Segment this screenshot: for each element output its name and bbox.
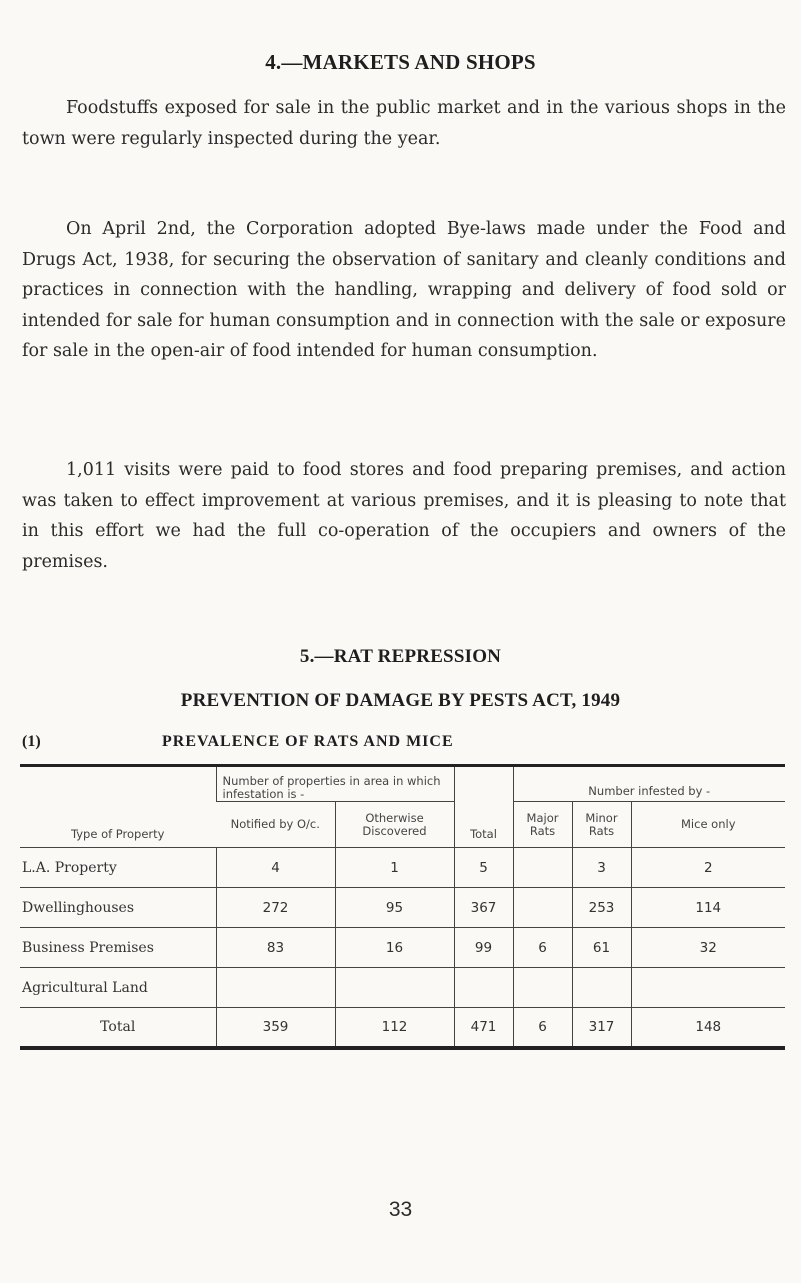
act-heading: PREVENTION OF DAMAGE BY PESTS ACT, 1949: [180, 690, 621, 711]
cell-total: 99: [454, 928, 513, 968]
table-total-row: [20, 1008, 785, 1048]
cell-discovered: 112: [335, 1008, 454, 1048]
header-major-rats: Major Rats: [513, 802, 572, 848]
cell-discovered: 95: [335, 888, 454, 928]
section-4-heading: 4.—MARKETS AND SHOPS: [265, 50, 536, 74]
paragraph-visits: 1,011 visits were paid to food stores and food preparing premises, and action was taken to effect improvement at various premises, and it is pleasing to note that in this effort we had the full co-operation of the occupiers and owners of the premises.: [22, 460, 786, 572]
cell-major-rats: [513, 848, 572, 888]
cell-notified: 359: [216, 1008, 335, 1048]
table-row: [20, 968, 785, 1008]
cell-minor-rats: 253: [572, 888, 631, 928]
cell-notified: 83: [216, 928, 335, 968]
header-notified: Notified by O/c.: [216, 802, 335, 848]
subsection-title: PREVALENCE OF RATS AND MICE: [162, 733, 454, 750]
cell-total: 5: [454, 848, 513, 888]
header-properties-group: Number of properties in area in which infestation is -: [216, 766, 454, 802]
cell-mice-only: [631, 968, 785, 1008]
cell-total: 471: [454, 1008, 513, 1048]
row-type: L.A. Property: [20, 848, 216, 888]
header-total: Total: [454, 766, 513, 848]
page-number: 33: [388, 1198, 413, 1221]
table-row: [20, 848, 785, 888]
paragraph-bye-laws: On April 2nd, the Corporation adopted Bye-laws made under the Food and Drugs Act, 1938, for securing the observation of sanitary and cleanly conditions and practices in connection with the handling, wrapping and delivery of food sold or intended for sale for human consumption and in connection with the sale or exposure for sale in the open-air of food intended for human consumption.: [22, 219, 786, 361]
rats-mice-prevalence-table: [20, 764, 785, 1050]
cell-notified: 4: [216, 848, 335, 888]
cell-total: 367: [454, 888, 513, 928]
cell-major-rats: 6: [513, 928, 572, 968]
paragraph-foodstuffs: Foodstuffs exposed for sale in the public market and in the various shops in the town were regularly inspected during the year.: [22, 98, 786, 149]
cell-total: [454, 968, 513, 1008]
cell-major-rats: [513, 888, 572, 928]
cell-minor-rats: 3: [572, 848, 631, 888]
cell-major-rats: 6: [513, 1008, 572, 1048]
cell-minor-rats: [572, 968, 631, 1008]
header-discovered: Otherwise Discovered: [335, 802, 454, 848]
cell-mice-only: 114: [631, 888, 785, 928]
subsection-number: (1): [22, 733, 41, 750]
row-type: Dwellinghouses: [20, 888, 216, 928]
header-infested-group: Number infested by -: [513, 766, 785, 802]
row-type: Total: [100, 1018, 136, 1035]
cell-discovered: 16: [335, 928, 454, 968]
cell-major-rats: [513, 968, 572, 1008]
table-row: [20, 888, 785, 928]
cell-notified: [216, 968, 335, 1008]
header-mice-only: Mice only: [631, 802, 785, 848]
cell-mice-only: 148: [631, 1008, 785, 1048]
header-type-of-property: Type of Property: [20, 766, 216, 848]
table-group-header-row: [20, 766, 785, 802]
cell-mice-only: 32: [631, 928, 785, 968]
cell-minor-rats: 317: [572, 1008, 631, 1048]
row-type: Agricultural Land: [20, 968, 216, 1008]
cell-discovered: [335, 968, 454, 1008]
row-type: Business Premises: [20, 928, 216, 968]
cell-mice-only: 2: [631, 848, 785, 888]
table-row: [20, 928, 785, 968]
cell-minor-rats: 61: [572, 928, 631, 968]
cell-notified: 272: [216, 888, 335, 928]
cell-discovered: 1: [335, 848, 454, 888]
section-5-heading: 5.—RAT REPRESSION: [299, 646, 502, 667]
header-minor-rats: Minor Rats: [572, 802, 631, 848]
